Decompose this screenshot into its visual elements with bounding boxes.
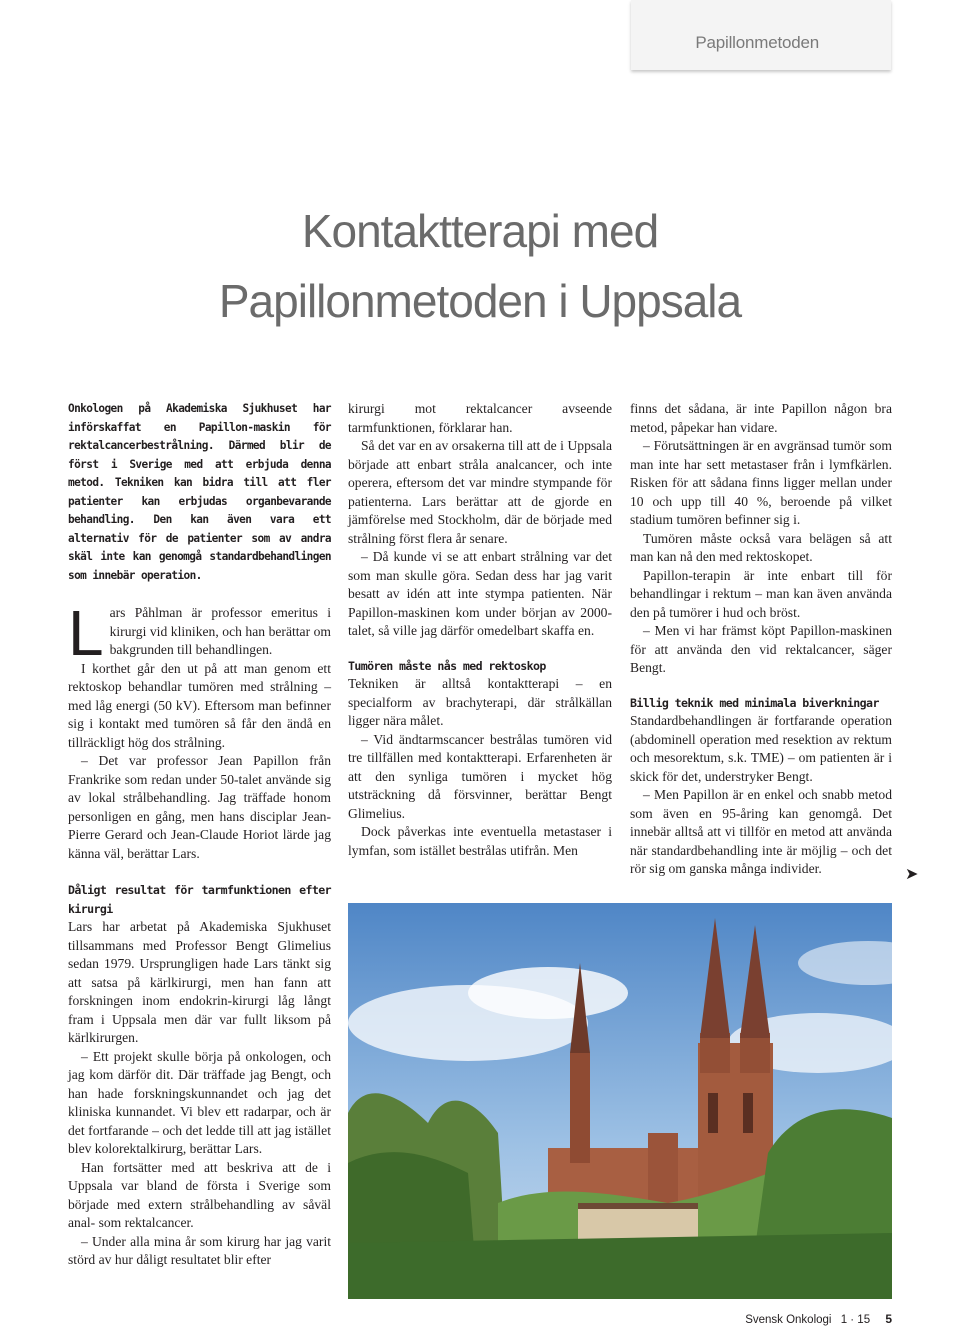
paragraph: kirurgi mot rektalcancer avseende tarmfunktionen, förklarar han.	[348, 401, 612, 435]
paragraph: Lars har arbetat på Akademiska Sjukhuset tillsammans med Professor Bengt Glimelius sedan 1979. Ursprungligen hade Lars tänkt sig att satsa på kärlkirurgi, men han fann att forskningen inom endokrin-kirurgi låg långt fram i Uppsala men där var fullt liksom på kärlkirurgen.	[68, 919, 331, 1045]
paragraph: I korthet går den ut på att man genom ett rektoskop behandlar tumören med strålning – med låg energi (50 kV). Eftersom man befinner sig i kontakt med tumören så får den ändå en tillräckligt hög dos strålning.	[68, 660, 331, 750]
paragraph: – Förutsättningen är en avgränsad tumör som man inte har sett metastaser från i lymfkärlen. Risken för att sådana finns ligger mellan under 10 och upp till 40 %, beroende på vilket stadium tumören befinner sig i.	[630, 438, 892, 527]
paragraph: – Då kunde vi se att enbart strålning var det som man skulle göra. Sedan dess har jag varit besatt av idén att inte stympa patienten. När Papillon-maskinen kom under början av 2000-talet, så ville jag därför omedelbart skaffa en.	[348, 549, 612, 638]
paragraph: Dock påverkas inte eventuella metastaser i lymfan, som istället bestrålas utifrån. Men	[348, 824, 612, 858]
cathedral-photo	[348, 903, 892, 1299]
section-label: Papillonmetoden	[695, 33, 819, 52]
issue-number: 1 · 15	[840, 1314, 871, 1326]
article-title-line-1: Kontaktterapi med	[301, 205, 659, 257]
paragraph: – Det var professor Jean Papillon från Frankrike som redan under 50-talet använde sig av lokal strålbehandling. Jag träffade honom personligen en gång, men hans disciplar Jean-Pierre Gerard och Jean-Claude Horiot lärde jag känna väl, berättar Lars.	[68, 753, 331, 861]
page-number: 5	[885, 1312, 892, 1326]
magazine-name: Svensk Onkologi	[745, 1314, 832, 1326]
paragraph: finns det sådana, är inte Papillon någon bra metod, påpekar han vidare.	[630, 401, 892, 435]
subheading: Billig teknik med minimala biverkningar	[630, 695, 879, 710]
paragraph: Så det var en av orsakerna till att de i Uppsala började att enbart stråla analcancer, och inte operera, eftersom det var mindre stympande för patienterna. Lars berättar att de gjorde en jämförelse med Stockholm, där de började med strålning först flera år senare.	[348, 438, 612, 546]
subheading: Dåligt resultat för tarmfunktionen efter kirurgi	[68, 883, 331, 916]
column-1	[68, 400, 331, 1270]
paragraph: Papillon-terapin är inte enbart till för behandlingar i rektum – man kan även använda den på tumörer i hud och bröst.	[630, 567, 892, 620]
paragraph: – Under alla mina år som kirurg har jag varit störd av hur dåligt resultatet blir efter	[68, 1233, 331, 1267]
continue-arrow-icon: ➤	[905, 864, 919, 883]
paragraph: Lars Påhlman är professor emeritus i kirurgi vid kliniken, och han berättar om bakgrunden till behandlingen.	[68, 597, 331, 669]
section-tab	[631, 0, 891, 70]
column-3	[630, 400, 892, 879]
paragraph: Tekniken är alltså kontaktterapi – en specialform av brachyterapi, där strålkällan ligger nära målet.	[348, 676, 612, 728]
paragraph: – Ett projekt skulle börja på onkologen, och jag kom därför dit. Där träffade jag Bengt, och han hade forskningskunnandet och jag det kliniska kunnandet. Vi blev ett radarpar, och är det fortfarande – och det ledde till att jag istället blev kolorektalkirurg, berättar Lars.	[68, 1048, 331, 1156]
lead-paragraph: Onkologen på Akademiska Sjukhuset har införskaffat en Papillon-maskin för rektalcancerbestrålning. Därmed blir de först i Sverige med att erbjuda denna metod. Tekniken kan bidra till att fler patienter kan erbjudas organbevarande behandling. Den kan även vara ett alternativ för de patienter som av andra skäl inte kan genomgå standardbehandlingen som innebär operation.	[68, 402, 331, 582]
paragraph: – Vid ändtarmscancer bestrålas tumören vid tre tillfällen med kontaktterapi. Erfarenheten är att den synliga tumören i mycket hög utsträckning då försvinner, berättar Bengt Glimelius.	[348, 731, 612, 821]
paragraph: – Men vi har främst köpt Papillon-maskinen för att använda den vid rektalcancer, säger Bengt.	[630, 623, 892, 675]
drop-cap: L	[68, 597, 104, 669]
subheading: Tumören måste nås med rektoskop	[348, 658, 546, 673]
page-footer	[640, 1312, 892, 1326]
column-2	[348, 400, 612, 860]
paragraph: – Men Papillon är en enkel och snabb metod som även en 95-åring kan genomgå. Det innebär alltså att vi tillför en metod att använda när standardbehandling inte är möjlig – och det rör sig om ganska många individer.	[630, 787, 892, 876]
paragraph: Han fortsätter med att beskriva att de i Uppsala var bland de första i Sverige som började med extern strålbehandling av såväl anal- som rektalcancer.	[68, 1159, 331, 1230]
article-title-line-2: Papillonmetoden i Uppsala	[218, 275, 742, 327]
paragraph: Tumören måste också vara belägen så att man kan nå den med rektoskopet.	[630, 530, 892, 564]
paragraph: Standardbehandlingen är fortfarande operation (abdominell operation med resektion av rektum och mesorektum, s.k. TME) – om patienten är i skick för det, understryker Bengt.	[630, 713, 892, 784]
